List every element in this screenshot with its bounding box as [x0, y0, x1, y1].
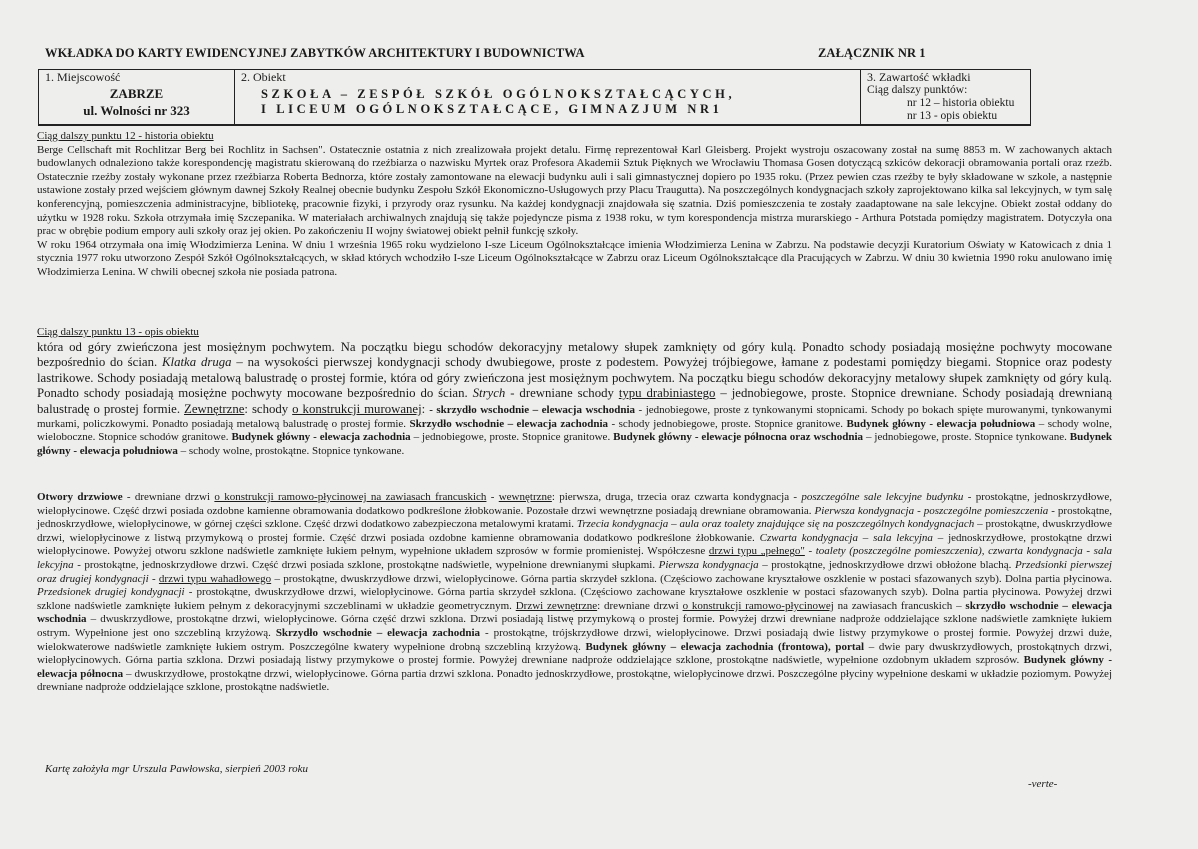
contents-box [860, 69, 1031, 126]
signature-line: Kartę założyła mgr Urszula Pawłowska, sierpień 2003 roku [45, 763, 308, 775]
locality-value [45, 85, 228, 119]
verte-note: -verte- [1028, 778, 1058, 790]
locality-box [38, 69, 234, 126]
contents-intro: Ciąg dalszy punktów: [867, 84, 968, 96]
locality-address: ul. Wolności nr 323 [83, 103, 190, 118]
contents-label: 3. Zawartość wkładki [867, 70, 971, 84]
locality-label: 1. Miejscowość [45, 70, 121, 84]
object-name [261, 87, 735, 117]
contents-list [867, 84, 1014, 123]
section-13-paragraph: która od góry zwieńczona jest mosiężnym pochwytem. Na początku biegu schodów dekoracyjny metalowy słupek zamknięty od góry kulą. Ponadto schody posiadają mosiężne pochwyty mocowane bezpośrednio do ścian. Klatka druga – na wysokości pierwszej kondygnacji schody dwubiegowe, proste z podestem. Powyżej trójbiegowe, łamane z podestami pomiędzy biegami. Stopnice oraz podesty lastrikowe. Schody posiadają metalową balustradę o prostej formie, która od góry zwieńczona jest mosiężnym pochwytem. Na początku biegu schodów dekoracyjny metalowy słupek zamknięty od góry kulą. Ponadto schody posiadają mosiężne pochwyty mocowane bezpośrednio do ścian. Strych - drewniane schody typu drabiniastego – jednobiegowe, proste. Stopnice drewniane. Schody posiadają drewnianą balustradę o prostej formie. Zewnętrzne: schody o konstrukcji murowanej: - skrzydło wschodnie – elewacja wschodnia - jednobiegowe, proste z tynkowanymi stopnicami. Schody po bokach spięte murowanymi, tynkowanymi murkami, policzkowymi. Ponadto posiadają metalową balustradę o prostej formie. Skrzydło wschodnie – elewacja zachodnia - schody jednobiegowe, proste. Stopnice granitowe. Budynek główny - elewacja południowa – schody wolne, wieloboczne. Stopnice schodów granitowe. Budynek główny - elewacja zachodnia – jednobiegowe, proste. Stopnice granitowe. Budynek główny - elewacje północna oraz wschodnia – jednobiegowe, proste. Stopnice tynkowane. Budynek główny - elewacja południowa – schody wolne, prostokątne. Stopnice tynkowane. [37, 339, 1113, 457]
object-label: 2. Obiekt [241, 70, 286, 84]
object-line-2: I LICEUM OGÓLNOKSZTAŁCĄCE, GIMNAZJUM NR1 [261, 102, 723, 116]
document-title: WKŁADKA DO KARTY EWIDENCYJNEJ ZABYTKÓW ARCHITEKTURY I BUDOWNICTWA [45, 46, 585, 60]
doors-paragraph: Otwory drzwiowe - drewniane drzwi o konstrukcji ramowo-płycinowej na zawiasach francuskich - wewnętrzne: pierwsza, druga, trzecia oraz czwarta kondygnacja - poszczególne sale lekcyjne budynku - prostokątne, jednoskrzydłowe, wielopłycinowe. Część drzwi posiada ozdobne kamienne obramowania dodatkowo podkreślone żłobkowanie. Pozostałe drzwi wewnętrzne posiadają drewniane obramowania. Pierwsza kondygnacja - poszczególne pomieszczenia - prostokątne, jednoskrzydłowe, wielopłycinowe, w górnej części szklone. Część drzwi dodatkowo zabezpieczona metalowymi kratami. Trzecia kondygnacja – aula oraz toalety znajdujące się na poszczególnych kondygnacjach – prostokątne, dwuskrzydłowe drzwi, wielopłycinowe z listwą przymykową o prostej formie. Część drzwi posiada ozdobne kamienne obramowania dodatkowo podkreślone żłobkowanie. Czwarta kondygnacja – sala lekcyjna – jednoskrzydłowe, prostokątne drzwi wielopłycinowe. Powyżej otworu szklone nadświetle zamknięte łukiem pełnym, wypełnione układem szprosów w formie promienistej. Współczesne drzwi typu „pełnego" - toalety (poszczególne pomieszczenia), czwarta kondygnacja - sala lekcyjna - prostokątne, jednoskrzydłowe drzwi. Część drzwi posiada szklone, prostokątne nadświetle, wypełnione drewnianymi słupkami. Pierwsza kondygnacja – prostokątne, jednoskrzydłowe drzwi obłożone blachą. Przedsionki pierwszej oraz drugiej kondygnacji - drzwi typu wahadłowego – prostokątne, dwuskrzydłowe drzwi, wielopłycinowe. Górna partia skrzydeł szklona. (Częściowo zachowane kryształowe oszklenie w postaci sfazowanych szyb). Dolna partia płycinowa. Przedsionek drugiej kondygnacji - prostokątne, dwuskrzydłowe drzwi, wielopłycinowe. Górna partia skrzydeł szklona. (Częściowo zachowane kryształowe oszklenie w postaci sfazowanych szyb). Dolna partia płycinowa. Powyżej drzwi szklone nadświetle zamknięte łukiem pełnym z dekoracyjnymi szczeblinami w układzie geometrycznym. Drzwi zewnętrzne: drewniane drzwi o konstrukcji ramowo-płycinowej na zawiasach francuskich – skrzydło wschodnie – elewacja wschodnia – dwuskrzydłowe, prostokątne drzwi, wielopłycinowe. Górna część drzwi szklona. Drzwi posiadają listwę przymykową o prostej formie. Powyżej drzwi drewniane nadproże oddzielające szklone nadświetle zamknięte łukiem ostrym. Wypełnione jest ono szczebliną krzyżową. Skrzydło wschodnie – elewacja zachodnia - prostokątne, trójskrzydłowe drzwi, wielopłycinowe. Drzwi posiadają dwie listwy przymykowe o prostej formie. Powyżej drzwi duże, wielokwaterowe nadświetle zamknięte łukiem ostrym. Poszczególne kwatery wypełnione drobną szczebliną krzyżową. Budynek główny – elewacja zachodnia (frontowa), portal – dwie pary dwuskrzydłowych, prostokątnych drzwi, wielopłycinowych. Górna partia szklona. Drzwi posiadają listwy przymykowe o prostej formie. Powyżej drewniane nadproże oddzielające szklone, prostokątne nadświetle, wypełnione ozdobnym układem szprosów. Budynek główny - elewacja północna – dwuskrzydłowe, prostokątne drzwi, wielopłycinowe. Górna partia drzwi szklona. Ponadto jednoskrzydłowe, prostokątne, wielopłycinowe drzwi. Poszczególne płyciny wypełnione deskami w układzie poziomym. Powyżej drewniane nadproże oddzielające szklone, prostokątne nadświetle. [37, 491, 1113, 694]
section-13 [37, 326, 1112, 458]
object-box [234, 69, 860, 126]
section-12-heading: Ciąg dalszy punktu 12 - historia obiektu [37, 130, 214, 142]
section-13-heading: Ciąg dalszy punktu 13 - opis obiektu [37, 326, 199, 338]
locality-town: ZABRZE [109, 86, 164, 101]
section-12-paragraph: Berge Cellschaft mit Rochlitzar Berg bei Rochlitz in Sachsen". Ostatecznie ostatnia z nich zrealizowała projekt detalu. Firmę reprezentował Karl Gleisberg. Projekt wystroju oszacowany został na sumę 8853 m. W zachowanych aktach budowlanych odnaleziono także korespondencję magistratu skierowaną do rzeźbiarza o nazwisku Myrtek oraz Profesora Akademii Sztuk Pięknych we Wrocławiu Thomasa Gosen dotyczącą szkiców dekoracji obramowania portali oraz rzeźb. Ostatecznie rzeźby zostały wykonane przez rzeźbiarza Roberta Bednorza, które zostały zamontowane na elewacji budynku auli i sali gimnastycznej dopiero po 1935 roku. (Przez pewien czas rzeźby te były składowane w szkole, a następnie ustawione zostały przed wejściem głównym dawnej Szkoły Realnej obecnie budynku Zespołu Szkół Ekonomiczno-Usługowych przy Placu Traugutta). Na poszczególnych kondygnacjach szkoły zaprojektowano kilka sal lekcyjnych, w tym salę konferencyjną, pomieszczenia administracyjne, bibliotekę, pracownie fizyki, i przyrody oraz rysunku. Na każdej kondygnacji znajdowała się szatnia. Dziś pomieszczenia te zostały zaadaptowane na sale lekcyjne. Obiekt został oddany do użytku w 1928 roku. Szkoła otrzymała imię Szczepanika. W materiałach archiwalnych znajdują się także pojedyncze pisma z 1938 roku, w tym korespondencja mistrza murarskiego - Arthura Potstada pomiędzy magistratem. Dotyczyła ona prac w obrębie podium empory auli szkoły oraz jej okien. Po zakończeniu II wojny światowej obiekt pełnił funkcję szkoły. [37, 143, 1112, 238]
contents-item: nr 12 – historia obiektu [907, 97, 1015, 109]
annex-label: ZAŁĄCZNIK NR 1 [818, 46, 926, 60]
object-line-1: SZKOŁA – ZESPÓŁ SZKÓŁ OGÓLNOKSZTAŁCĄCYCH, [261, 87, 736, 101]
section-12 [37, 130, 1112, 280]
section-12-paragraph: W roku 1964 otrzymała ona imię Włodzimierza Lenina. W dniu 1 września 1965 roku wydzielono I-sze Liceum Ogólnokształcące imienia Włodzimierza Lenina w Zabrzu. Na podstawie decyzji Kuratorium Oświaty w Katowicach z dnia 1 stycznia 1977 roku utworzono Zespół Szkół Ogólnokształcących, w skład których wchodziło I-sze Liceum Ogólnokształcące w Zabrzu oraz Liceum Ogólnokształcące dla Pracujących w Zabrzu. W dniu 30 kwietnia 1990 roku anulowano imię Włodzimierza Lenina. W chwili obecnej szkoła nie posiada patrona. [37, 238, 1112, 278]
contents-item: nr 13 - opis obiektu [907, 110, 998, 122]
doors-section [37, 491, 1112, 695]
